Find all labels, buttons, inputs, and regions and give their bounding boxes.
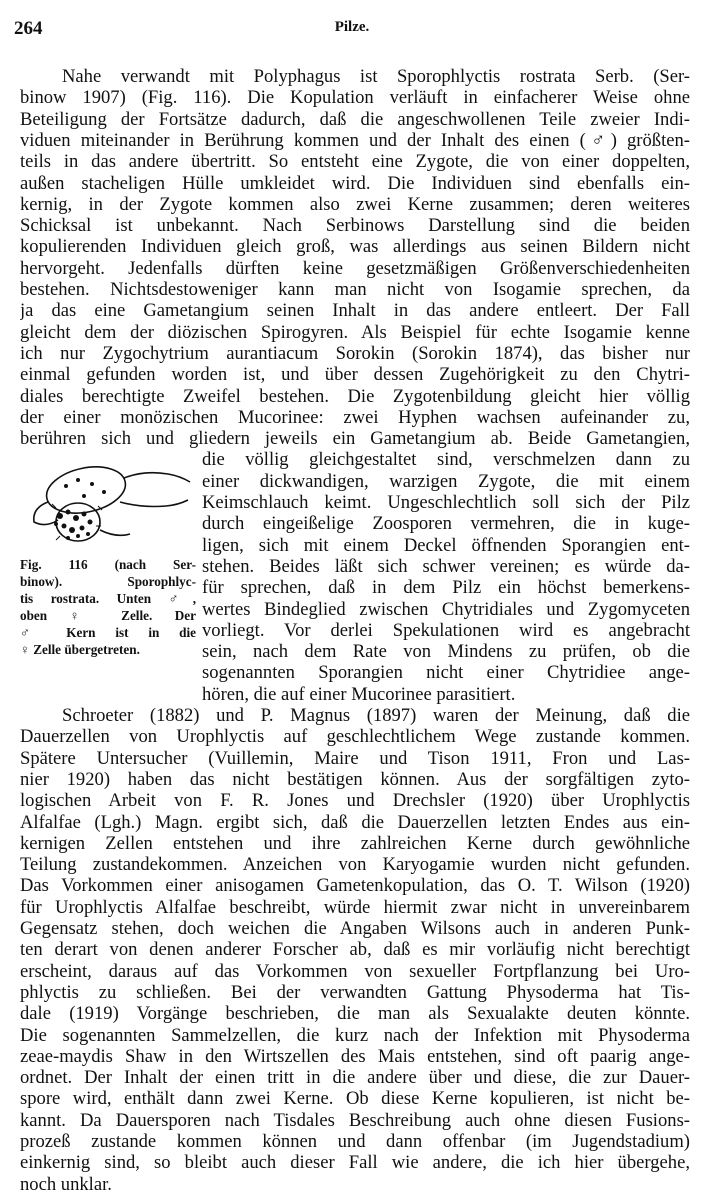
text-line: gleicht dem der diözischen Spirogyren. Als Beispiel für echte Isogamie kenne [20, 322, 690, 343]
text-line: durch eingeißelige Zoosporen vermehren, die in kuge- [202, 513, 690, 534]
text-line: phlyctis zu schließen. Bei der verwandten Gattung Physoderma hat Tis- [20, 982, 690, 1003]
text-line: erscheint, daraus auf das Vorkommen von sexueller Fortpflanzung bei Uro- [20, 961, 690, 982]
text-line: die völlig gleichgestaltet sind, verschmelzen dann zu [202, 449, 690, 470]
text-line: nier 1920) haben das nicht bestätigen können. Aus der sorgfältigen zyto- [20, 769, 690, 790]
text-line: für Urophlyctis Alfalfae beschreibt, würde hiermit zwar nicht in unvereinbarem [20, 897, 690, 918]
text-line: berühren sich und gliedern jeweils ein Gametangium ab. Beide Gametangien, [20, 428, 690, 449]
text-line: kernig, in der Zygote kommen also zwei Kerne zusammen; deren weiteres [20, 194, 690, 215]
page-number: 264 [14, 18, 43, 39]
text-line: ten derart von denen anderer Forscher ab, daß es mir vorläufig nicht berechtigt [20, 939, 690, 960]
text-line: stehen. Beides läßt sich schwer vereinen; es würde da- [202, 556, 690, 577]
caption-line: oben ♀ Zelle. Der [20, 608, 196, 623]
sporophlyctis-illustration [20, 456, 196, 552]
text-line: kannt. Da Dauersporen nach Tisdales Beschreibung auch ohne diesen Fusions- [20, 1110, 690, 1131]
caption-line: tis rostrata. Unten ♂, [20, 591, 196, 606]
text-line: viduen miteinander in Berührung kommen und der Inhalt des einen (♂) größten- [20, 130, 690, 151]
text-line: sogenannten Sporangien nicht einer Chytridiee ange- [202, 662, 690, 683]
text-line: Beteiligung der Fortsätze dadurch, daß die angeschwollenen Teile zweier Indi- [20, 109, 690, 130]
text-line: ordnet. Der Inhalt der einen tritt in die andere über und diese, die zur Dauer- [20, 1067, 690, 1088]
text-line: ja das eine Gametangium seinen Inhalt in das andere entleert. Der Fall [20, 300, 690, 321]
text-line: Nahe verwandt mit Polyphagus ist Sporophlyctis rostrata Serb. (Ser- [62, 66, 690, 87]
text-line: für sprechen, daß in dem Pilz ein höchst bemerkens- [202, 577, 690, 598]
text-line: Gegensatz stehen, doch weichen die Angaben Wilsons auch in anderen Punk- [20, 918, 690, 939]
text-line: außen stacheligen Hülle umkleidet wird. Die Individuen sind ebenfalls ein- [20, 173, 690, 194]
text-line: logischen Arbeit von F. R. Jones und Drechsler (1920) über Urophlyctis [20, 790, 690, 811]
text-line: einkernig sind, so bleibt auch dieser Fall wie andere, die ich hier übergehe, [20, 1152, 690, 1173]
text-line: sein, nach dem Rate von Mindens zu prüfen, ob die [202, 641, 690, 662]
text-line: Alfalfae (Lgh.) Magn. ergibt sich, daß die Dauerzellen letzten Endes aus ein- [20, 812, 690, 833]
text-line: noch unklar. [20, 1174, 112, 1195]
text-line: einer dickwandigen, warzigen Zygote, die mit einem [202, 471, 690, 492]
running-head: Pilze. [334, 19, 370, 35]
text-line: zeae-maydis Shaw in den Wirtszellen des Mais entstehen, sind oft paarig ange- [20, 1046, 690, 1067]
text-line: vorliegt. Vor derlei Spekulationen wird es angebracht [202, 620, 690, 641]
page-header [14, 18, 690, 42]
text-line: Keimschlauch keimt. Ungeschlechtlich soll sich der Pilz [202, 492, 690, 513]
text-line: diales berechtigte Zweifel bestehen. Die Zygotenbildung gleicht hier völlig [20, 386, 690, 407]
text-line: Schicksal ist unbekannt. Nach Serbinows Darstellung sind die beiden [20, 215, 690, 236]
text-line: dale (1919) Vorgänge beschrieben, die man als Sexualakte deuten könnte. [20, 1003, 690, 1024]
text-line: einmal gefunden worden ist, und über dessen Zugehörigkeit zu den Chytri- [20, 364, 690, 385]
text-line: Das Vorkommen einer anisogamen Gametenkopulation, das O. T. Wilson (1920) [20, 875, 690, 896]
text-line: prozeß zustande kommen können und dann offenbar (im Jugendstadium) [20, 1131, 690, 1152]
text-line: ich nur Zygochytrium aurantiacum Sorokin (Sorokin 1874), das bisher nur [20, 343, 690, 364]
text-line: binow 1907) (Fig. 116). Die Kopulation verläuft in einfacherer Weise ohne [20, 87, 690, 108]
caption-line: Fig. 116 (nach Ser- [20, 557, 196, 572]
text-line: Spätere Untersucher (Vuillemin, Maire und Tison 1911, Fron und Las- [20, 748, 690, 769]
text-line: wertes Bindeglied zwischen Chytridiales und Zygomyceten [202, 599, 690, 620]
figure-116 [20, 456, 196, 552]
text-line: teils in das andere übertritt. So entsteht eine Zygote, die von einer doppelten, [20, 151, 690, 172]
text-line: der einer monözischen Mucorinee: zwei Hyphen wachsen aufeinander zu, [20, 407, 690, 428]
text-line: Dauerzellen von Urophlyctis auf geschlechtlichem Wege zustande kommen. [20, 726, 690, 747]
caption-line: ♂ Kern ist in die [20, 625, 196, 640]
text-line: hervorgeht. Jedenfalls dürften keine gesetzmäßigen Größenverschiedenheiten [20, 258, 690, 279]
text-line: kopulierenden Individuen gleich groß, was allerdings aus seinen Bildern nicht [20, 236, 690, 257]
text-line: Die sogenannten Sammelzellen, die kurz nach der Infektion mit Physoderma [20, 1025, 690, 1046]
text-line: Schroeter (1882) und P. Magnus (1897) waren der Meinung, daß die [62, 705, 690, 726]
text-line: ligen, sich mit einem Deckel öffnenden Sporangien ent- [202, 535, 690, 556]
text-line: kernigen Zellen entstehen und ihre zahlreichen Kerne durch gewöhnliche [20, 833, 690, 854]
text-line: spore wird, enthält dann zwei Kerne. Ob diese Kerne kopulieren, ist nicht be- [20, 1088, 690, 1109]
text-line: hören, die auf einer Mucorinee parasitiert. [202, 684, 516, 705]
caption-line: ♀ Zelle übergetreten. [20, 642, 140, 657]
text-line: Teilung zustandekommen. Anzeichen von Karyogamie wurden nicht gefunden. [20, 854, 690, 875]
caption-line: binow). Sporophlyc- [20, 574, 196, 589]
text-line: bestehen. Nichtsdestoweniger kann man nicht von Isogamie sprechen, da [20, 279, 690, 300]
